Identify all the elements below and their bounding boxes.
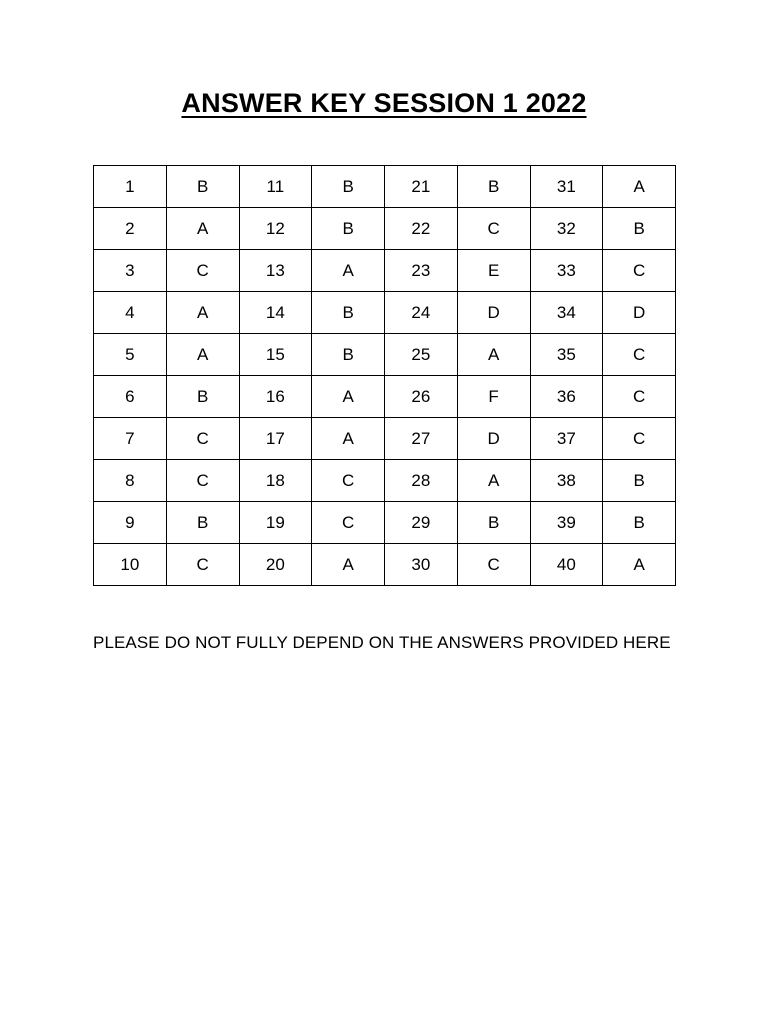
question-number-cell: 33 (530, 250, 603, 292)
question-number-cell: 10 (94, 544, 167, 586)
answer-cell: B (603, 208, 676, 250)
question-number-cell: 40 (530, 544, 603, 586)
answer-cell: C (603, 250, 676, 292)
question-number-cell: 4 (94, 292, 167, 334)
answer-cell: B (603, 502, 676, 544)
question-number-cell: 34 (530, 292, 603, 334)
question-number-cell: 35 (530, 334, 603, 376)
question-number-cell: 21 (385, 166, 458, 208)
answer-cell: C (166, 418, 239, 460)
question-number-cell: 12 (239, 208, 312, 250)
question-number-cell: 32 (530, 208, 603, 250)
answer-cell: C (312, 460, 385, 502)
question-number-cell: 19 (239, 502, 312, 544)
question-number-cell: 24 (385, 292, 458, 334)
answer-cell: B (457, 502, 530, 544)
table-row (94, 292, 676, 334)
question-number-cell: 27 (385, 418, 458, 460)
table-row (94, 166, 676, 208)
answer-cell: B (312, 292, 385, 334)
answer-cell: B (312, 166, 385, 208)
question-number-cell: 38 (530, 460, 603, 502)
question-number-cell: 3 (94, 250, 167, 292)
answer-cell: C (166, 250, 239, 292)
question-number-cell: 7 (94, 418, 167, 460)
answer-cell: B (312, 208, 385, 250)
page-title: ANSWER KEY SESSION 1 2022 (181, 88, 587, 118)
answer-cell: D (457, 418, 530, 460)
answer-cell: B (166, 376, 239, 418)
question-number-cell: 26 (385, 376, 458, 418)
question-number-cell: 14 (239, 292, 312, 334)
answer-cell: C (166, 544, 239, 586)
question-number-cell: 11 (239, 166, 312, 208)
answer-cell: A (312, 376, 385, 418)
disclaimer-note: PLEASE DO NOT FULLY DEPEND ON THE ANSWERS PROVIDED HERE (93, 633, 671, 652)
question-number-cell: 17 (239, 418, 312, 460)
answer-cell: A (166, 334, 239, 376)
question-number-cell: 20 (239, 544, 312, 586)
question-number-cell: 29 (385, 502, 458, 544)
answer-cell: C (603, 334, 676, 376)
table-row (94, 418, 676, 460)
answer-key-body (94, 166, 676, 586)
answer-cell: C (457, 544, 530, 586)
answer-cell: E (457, 250, 530, 292)
answer-cell: A (312, 544, 385, 586)
question-number-cell: 37 (530, 418, 603, 460)
table-row (94, 544, 676, 586)
question-number-cell: 9 (94, 502, 167, 544)
question-number-cell: 39 (530, 502, 603, 544)
answer-cell: C (603, 418, 676, 460)
table-row (94, 208, 676, 250)
answer-cell: B (312, 334, 385, 376)
answer-cell: A (457, 460, 530, 502)
table-row (94, 460, 676, 502)
answer-cell: D (457, 292, 530, 334)
answer-cell: B (457, 166, 530, 208)
answer-cell: B (603, 460, 676, 502)
question-number-cell: 16 (239, 376, 312, 418)
answer-cell: A (166, 292, 239, 334)
answer-key-table (93, 165, 676, 586)
question-number-cell: 25 (385, 334, 458, 376)
table-row (94, 250, 676, 292)
answer-cell: A (603, 166, 676, 208)
question-number-cell: 8 (94, 460, 167, 502)
question-number-cell: 15 (239, 334, 312, 376)
answer-cell: D (603, 292, 676, 334)
question-number-cell: 30 (385, 544, 458, 586)
answer-cell: A (312, 250, 385, 292)
answer-cell: C (457, 208, 530, 250)
question-number-cell: 36 (530, 376, 603, 418)
question-number-cell: 2 (94, 208, 167, 250)
table-row (94, 376, 676, 418)
question-number-cell: 13 (239, 250, 312, 292)
answer-cell: B (166, 166, 239, 208)
answer-cell: B (166, 502, 239, 544)
table-row (94, 334, 676, 376)
answer-cell: A (603, 544, 676, 586)
answer-cell: F (457, 376, 530, 418)
question-number-cell: 31 (530, 166, 603, 208)
answer-cell: A (457, 334, 530, 376)
answer-cell: C (166, 460, 239, 502)
answer-cell: A (312, 418, 385, 460)
question-number-cell: 18 (239, 460, 312, 502)
question-number-cell: 1 (94, 166, 167, 208)
question-number-cell: 28 (385, 460, 458, 502)
question-number-cell: 23 (385, 250, 458, 292)
answer-cell: A (166, 208, 239, 250)
question-number-cell: 5 (94, 334, 167, 376)
question-number-cell: 6 (94, 376, 167, 418)
table-row (94, 502, 676, 544)
answer-cell: C (312, 502, 385, 544)
question-number-cell: 22 (385, 208, 458, 250)
answer-cell: C (603, 376, 676, 418)
